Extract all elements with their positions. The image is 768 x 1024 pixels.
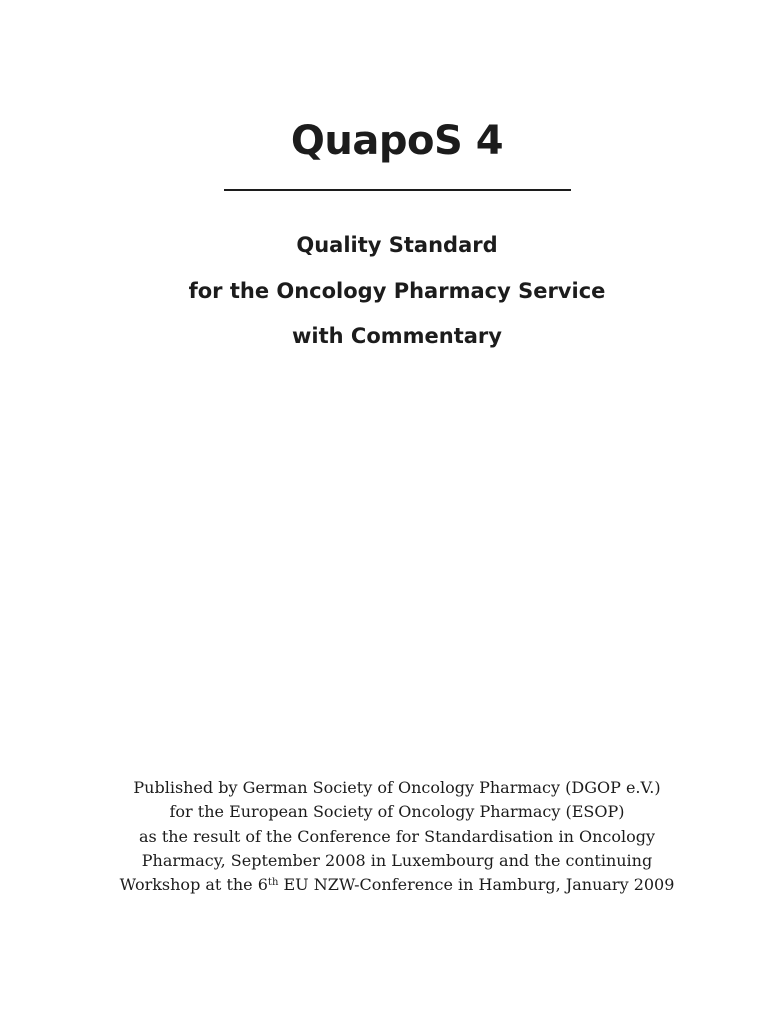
document-subtitle: [0, 226, 768, 363]
publisher-line-5-suffix: EU NZW-Conference in Hamburg, January 2009: [278, 875, 675, 895]
subtitle-line-2: for the Oncology Pharmacy Service: [188, 278, 606, 303]
publisher-line-4: Pharmacy, September 2008 in Luxembourg and the continuing: [141, 850, 653, 870]
publisher-line-5: [26, 873, 768, 897]
publisher-line-1: Published by German Society of Oncology Pharmacy (DGOP e.V.): [133, 778, 661, 797]
subtitle-line-1: Quality Standard: [296, 233, 498, 257]
publisher-line-3: as the result of the Conference for Standardisation in Oncology: [138, 826, 655, 846]
document-title: QuapoS 4: [290, 118, 504, 164]
publisher-statement: [0, 776, 768, 897]
publisher-line-2: for the European Society of Oncology Pharmacy (ESOP): [169, 802, 625, 822]
subtitle-line-3: with Commentary: [292, 324, 502, 348]
publisher-line-5-prefix: Workshop at the 6: [119, 875, 268, 895]
title-divider: [224, 189, 571, 191]
ordinal-suffix: th: [267, 877, 279, 889]
